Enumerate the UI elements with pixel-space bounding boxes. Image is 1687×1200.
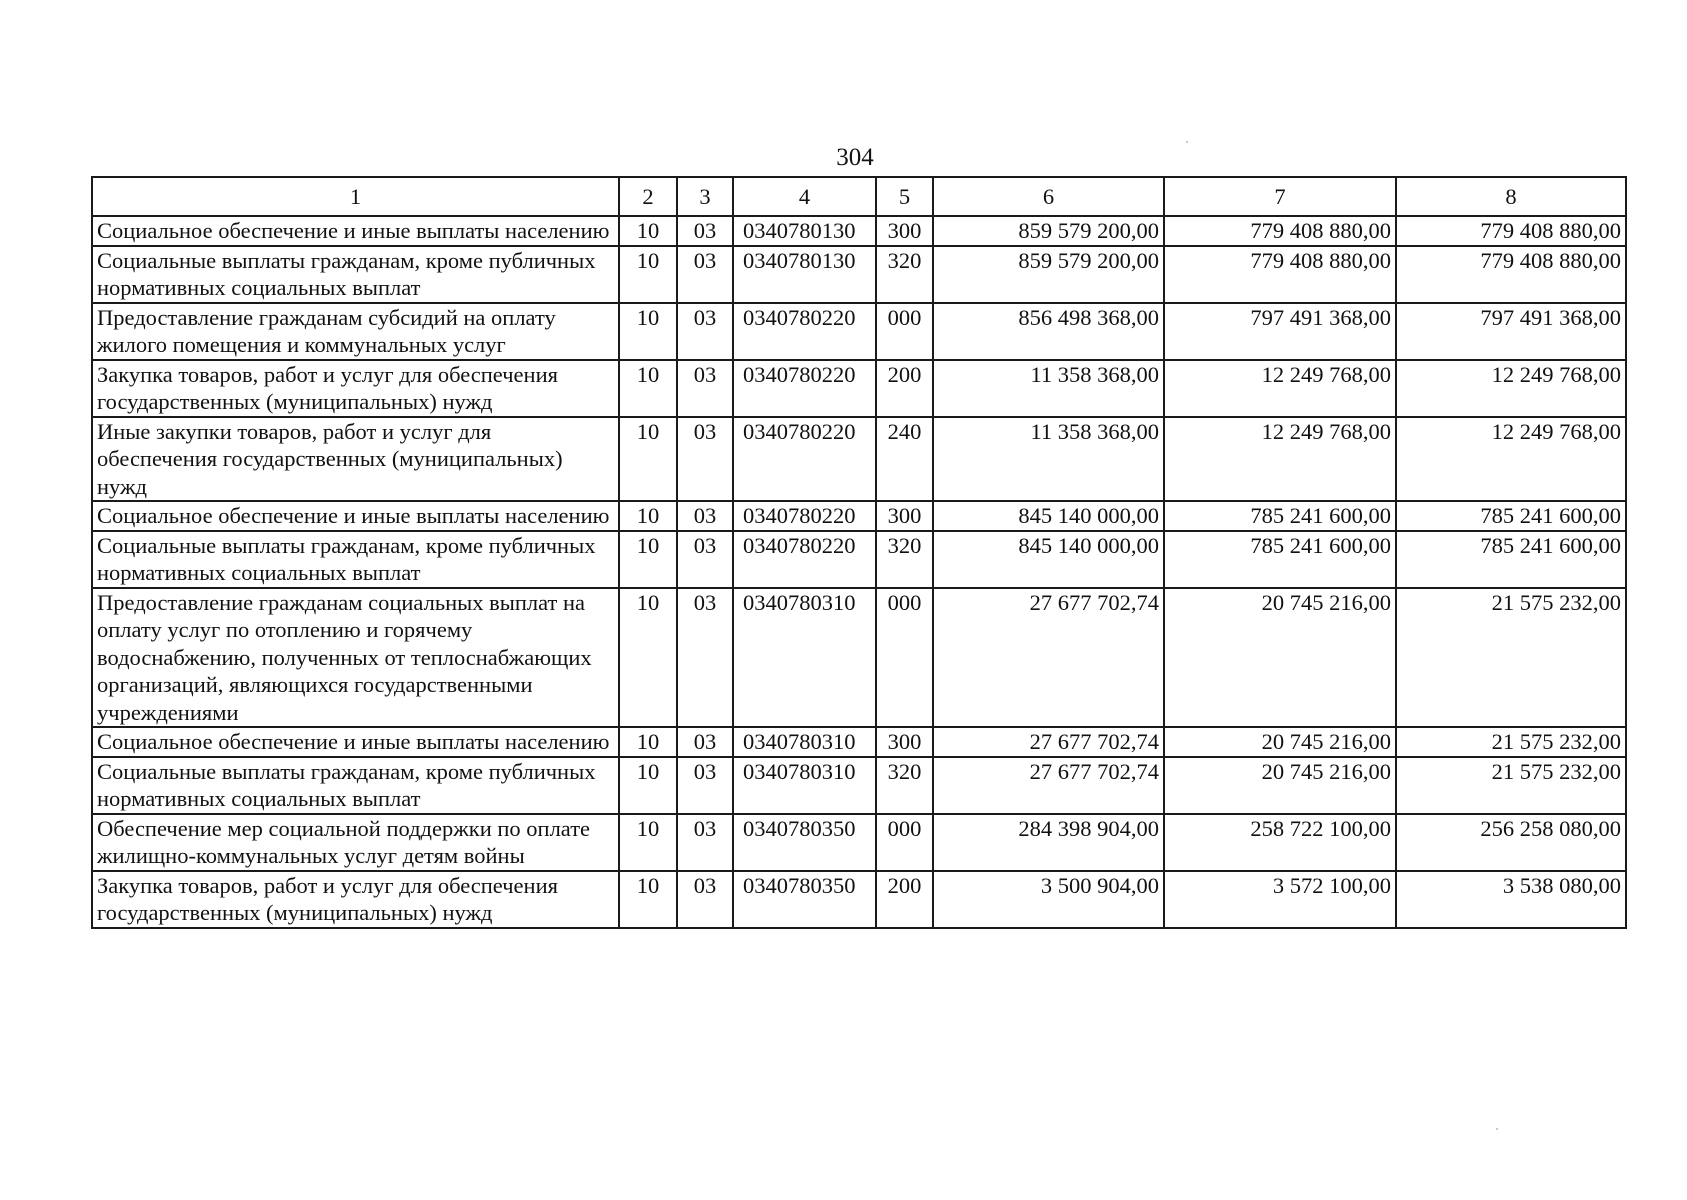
expense-type-code: 300 [876,727,933,757]
amount-col7: 12 249 768,00 [1164,417,1396,502]
table-row [92,246,1626,303]
expense-type-code: 240 [876,417,933,502]
amount-col8: 779 408 880,00 [1396,246,1626,303]
table-row [92,360,1626,417]
table-row [92,216,1626,246]
expense-type-code: 000 [876,303,933,360]
amount-col6: 284 398 904,00 [933,814,1164,871]
amount-col7: 779 408 880,00 [1164,216,1396,246]
amount-col6: 27 677 702,74 [933,588,1164,728]
target-article-code: 0340780130 [733,246,876,303]
amount-col7: 785 241 600,00 [1164,501,1396,531]
amount-col7: 20 745 216,00 [1164,588,1396,728]
scan-speck [1496,1128,1498,1130]
subsection-code: 03 [677,303,733,360]
row-name: Социальное обеспечение и иные выплаты населению [92,216,619,246]
target-article-code: 0340780220 [733,360,876,417]
amount-col7: 797 491 368,00 [1164,303,1396,360]
amount-col8: 785 241 600,00 [1396,531,1626,588]
amount-col7: 20 745 216,00 [1164,757,1396,814]
table-row [92,588,1626,728]
column-header-3: 3 [677,177,733,216]
budget-table [91,176,1627,929]
table-row [92,727,1626,757]
table-row [92,501,1626,531]
amount-col8: 797 491 368,00 [1396,303,1626,360]
amount-col6: 845 140 000,00 [933,531,1164,588]
row-name: Предоставление гражданам субсидий на оплату жилого помещения и коммунальных услуг [92,303,619,360]
target-article-code: 0340780220 [733,417,876,502]
section-code: 10 [619,727,677,757]
subsection-code: 03 [677,246,733,303]
row-name: Социальное обеспечение и иные выплаты населению [92,501,619,531]
target-article-code: 0340780350 [733,814,876,871]
amount-col7: 785 241 600,00 [1164,531,1396,588]
amount-col8: 779 408 880,00 [1396,216,1626,246]
section-code: 10 [619,814,677,871]
amount-col8: 21 575 232,00 [1396,727,1626,757]
column-header-8: 8 [1396,177,1626,216]
section-code: 10 [619,757,677,814]
subsection-code: 03 [677,531,733,588]
subsection-code: 03 [677,727,733,757]
target-article-code: 0340780350 [733,871,876,928]
expense-type-code: 000 [876,588,933,728]
amount-col8: 785 241 600,00 [1396,501,1626,531]
column-header-5: 5 [876,177,933,216]
amount-col8: 21 575 232,00 [1396,757,1626,814]
section-code: 10 [619,417,677,502]
section-code: 10 [619,588,677,728]
row-name: Социальные выплаты гражданам, кроме публичных нормативных социальных выплат [92,757,619,814]
target-article-code: 0340780310 [733,727,876,757]
amount-col6: 859 579 200,00 [933,216,1164,246]
section-code: 10 [619,216,677,246]
expense-type-code: 320 [876,246,933,303]
expense-type-code: 320 [876,531,933,588]
amount-col8: 21 575 232,00 [1396,588,1626,728]
table-row [92,871,1626,928]
scan-speck [1186,141,1188,143]
table-row [92,531,1626,588]
section-code: 10 [619,531,677,588]
target-article-code: 0340780220 [733,501,876,531]
row-name: Закупка товаров, работ и услуг для обеспечения государственных (муниципальных) нужд [92,871,619,928]
row-name: Социальное обеспечение и иные выплаты населению [92,727,619,757]
expense-type-code: 200 [876,871,933,928]
amount-col6: 859 579 200,00 [933,246,1164,303]
row-name: Закупка товаров, работ и услуг для обеспечения государственных (муниципальных) нужд [92,360,619,417]
row-name: Социальные выплаты гражданам, кроме публичных нормативных социальных выплат [92,246,619,303]
column-header-1: 1 [92,177,619,216]
row-name: Предоставление гражданам социальных выплат на оплату услуг по отоплению и горячему водоснабжению, полученных от теплоснабжающих организаций, являющихся государственными учреждениями [92,588,619,728]
amount-col6: 11 358 368,00 [933,417,1164,502]
column-header-7: 7 [1164,177,1396,216]
subsection-code: 03 [677,501,733,531]
amount-col8: 256 258 080,00 [1396,814,1626,871]
target-article-code: 0340780130 [733,216,876,246]
amount-col6: 845 140 000,00 [933,501,1164,531]
section-code: 10 [619,303,677,360]
subsection-code: 03 [677,417,733,502]
expense-type-code: 300 [876,216,933,246]
subsection-code: 03 [677,814,733,871]
amount-col8: 12 249 768,00 [1396,417,1626,502]
amount-col7: 20 745 216,00 [1164,727,1396,757]
expense-type-code: 300 [876,501,933,531]
amount-col7: 12 249 768,00 [1164,360,1396,417]
subsection-code: 03 [677,360,733,417]
section-code: 10 [619,871,677,928]
amount-col6: 11 358 368,00 [933,360,1164,417]
column-header-6: 6 [933,177,1164,216]
amount-col8: 3 538 080,00 [1396,871,1626,928]
target-article-code: 0340780220 [733,531,876,588]
column-header-4: 4 [733,177,876,216]
expense-type-code: 000 [876,814,933,871]
table-row [92,814,1626,871]
table-row [92,303,1626,360]
section-code: 10 [619,246,677,303]
amount-col6: 27 677 702,74 [933,757,1164,814]
amount-col8: 12 249 768,00 [1396,360,1626,417]
target-article-code: 0340780220 [733,303,876,360]
expense-type-code: 200 [876,360,933,417]
subsection-code: 03 [677,757,733,814]
column-header-2: 2 [619,177,677,216]
page-number: 304 [836,144,874,171]
table-row [92,417,1626,502]
amount-col7: 258 722 100,00 [1164,814,1396,871]
amount-col6: 27 677 702,74 [933,727,1164,757]
amount-col6: 3 500 904,00 [933,871,1164,928]
row-name: Обеспечение мер социальной поддержки по оплате жилищно-коммунальных услуг детям войны [92,814,619,871]
amount-col7: 3 572 100,00 [1164,871,1396,928]
section-code: 10 [619,360,677,417]
target-article-code: 0340780310 [733,588,876,728]
row-name: Социальные выплаты гражданам, кроме публичных нормативных социальных выплат [92,531,619,588]
subsection-code: 03 [677,871,733,928]
amount-col6: 856 498 368,00 [933,303,1164,360]
column-number-row [92,177,1626,216]
expense-type-code: 320 [876,757,933,814]
target-article-code: 0340780310 [733,757,876,814]
section-code: 10 [619,501,677,531]
table-row [92,757,1626,814]
subsection-code: 03 [677,588,733,728]
row-name: Иные закупки товаров, работ и услуг для обеспечения государственных (муниципальных) нужд [92,417,619,502]
amount-col7: 779 408 880,00 [1164,246,1396,303]
subsection-code: 03 [677,216,733,246]
